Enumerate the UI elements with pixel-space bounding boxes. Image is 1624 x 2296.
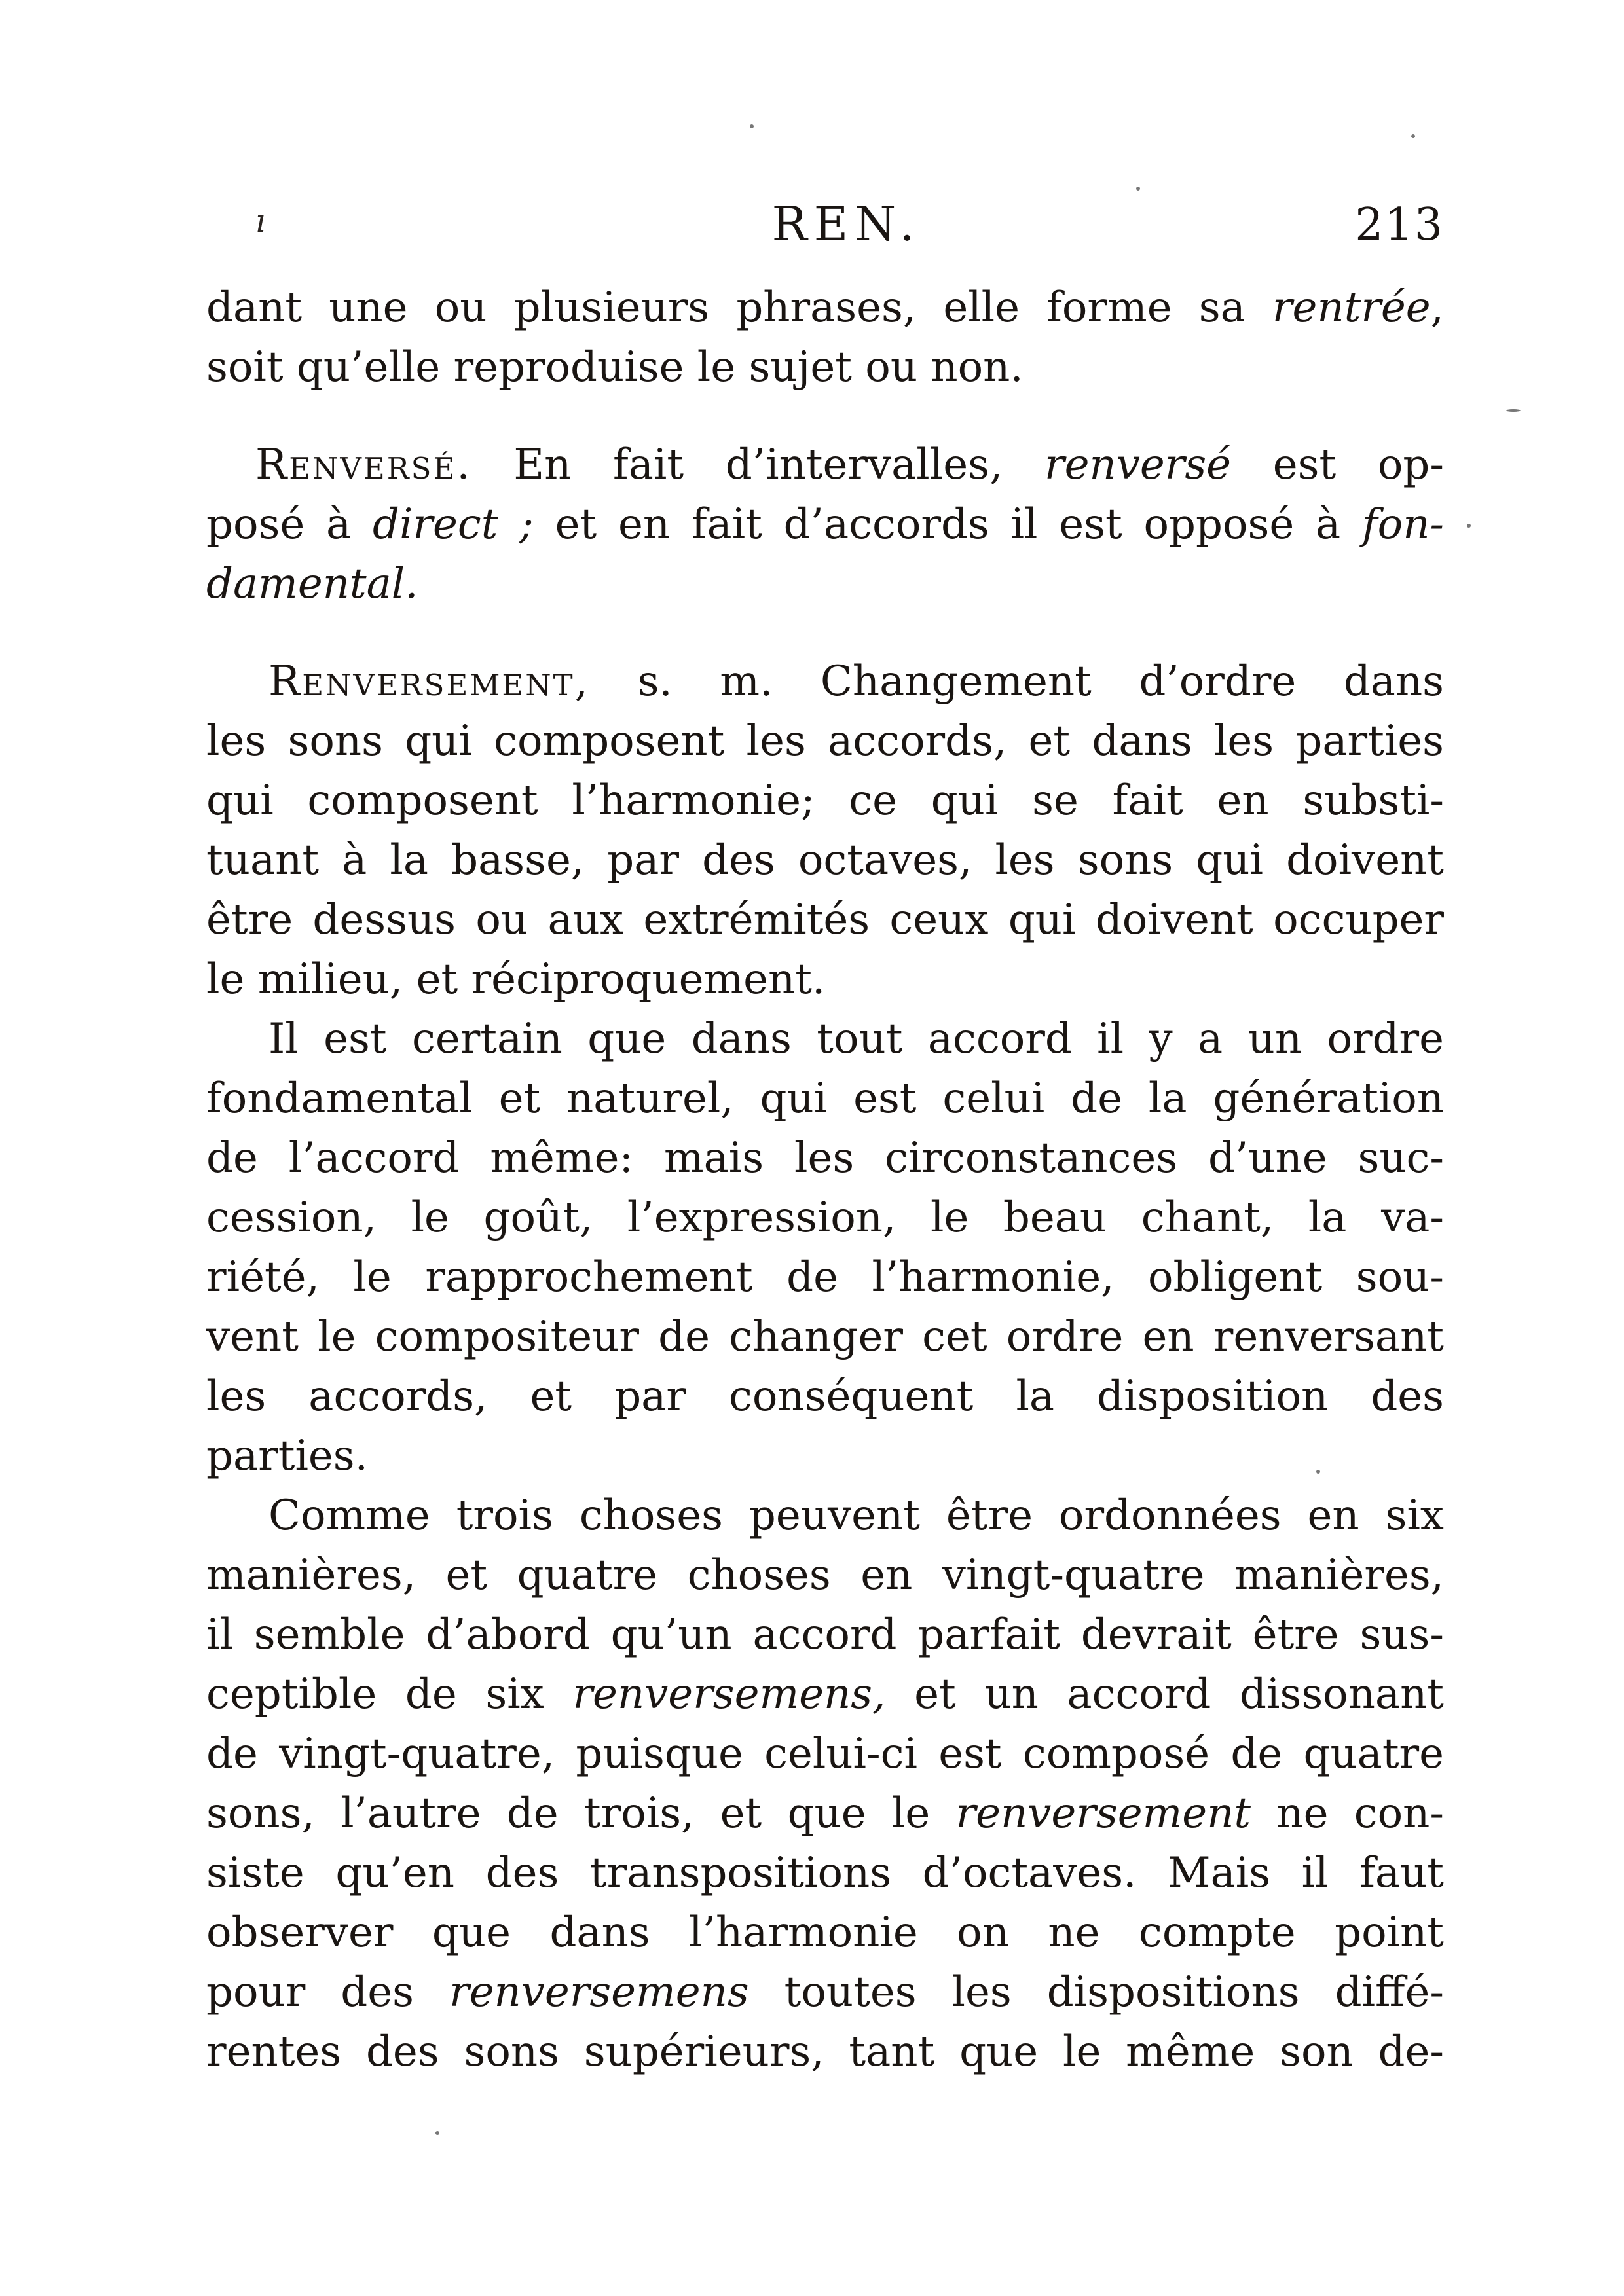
text-line: Il est certain que dans tout accord il y a un ordre: [268, 1015, 1444, 1063]
text-line: soit qu’elle reproduise le sujet ou non.: [206, 343, 1024, 392]
text-line: il semble d’abord qu’un accord parfait devrait être sus-: [206, 1611, 1444, 1659]
scan-speck: [1506, 409, 1521, 412]
text-line: ceptible de six renversemens, et un accord dissonant: [206, 1670, 1444, 1719]
text-line: fondamental et naturel, qui est celui de la génération: [206, 1074, 1444, 1123]
text-line: sons, l’autre de trois, et que le renversement ne con-: [206, 1789, 1444, 1838]
text-line: qui composent l’harmonie; ce qui se fait en substi-: [206, 776, 1444, 825]
text-line: observer que dans l’harmonie on ne compte point: [206, 1908, 1444, 1957]
text-line: tuant à la basse, par des octaves, les sons qui doivent: [206, 836, 1444, 884]
text-line: les sons qui composent les accords, et dans les parties: [206, 717, 1444, 765]
scan-speck: [1316, 1470, 1320, 1474]
text-line: pour des renversemens toutes les dispositions diffé-: [206, 1968, 1444, 2016]
text-line: de vingt-quatre, puisque celui-ci est composé de quatre: [206, 1730, 1444, 1778]
text-line: être dessus ou aux extrémités ceux qui doivent occuper: [206, 896, 1444, 944]
text-line: riété, le rapprochement de l’harmonie, obligent sou-: [206, 1253, 1444, 1302]
text-line: Comme trois choses peuvent être ordonnées en six: [268, 1491, 1444, 1540]
page-header: [249, 196, 1444, 268]
text-line: parties.: [206, 1432, 368, 1480]
text-line: les accords, et par conséquent la disposition des: [206, 1372, 1444, 1421]
entry-renversement: Renversement, s. m. Changement d’ordre dans: [268, 657, 1444, 706]
scan-speck: [1467, 524, 1471, 528]
text-line: siste qu’en des transpositions d’octaves. Mais il faut: [206, 1849, 1444, 1897]
entry-renverse: Renversé. En fait d’intervalles, renversé est op-: [255, 441, 1444, 489]
text-line: cession, le goût, l’expression, le beau chant, la va-: [206, 1194, 1444, 1242]
entry-headword: Renversé.: [255, 441, 472, 489]
text-line: manières, et quatre choses en vingt-quatre manières,: [206, 1551, 1444, 1599]
body-text: [206, 278, 1444, 2082]
text-line: le milieu, et réciproquement.: [206, 955, 826, 1004]
page-number: 213: [1355, 199, 1444, 251]
scan-speck: [435, 2131, 439, 2135]
text-line: damental.: [206, 560, 418, 608]
text-line: dant une ou plusieurs phrases, elle forme sa rentrée,: [206, 283, 1444, 332]
scan-speck: [750, 124, 754, 128]
text-line: vent le compositeur de changer cet ordre en renversant: [206, 1313, 1444, 1361]
running-head: REN.: [771, 196, 921, 251]
text-line: rentes des sons supérieurs, tant que le même son de-: [206, 2028, 1444, 2076]
scan-speck: [1411, 134, 1415, 138]
scan-speck: [1136, 187, 1140, 191]
text-line: de l’accord même: mais les circonstances d’une suc-: [206, 1134, 1444, 1182]
margin-mark: ı: [255, 203, 266, 240]
text-line: posé à direct ; et en fait d’accords il est opposé à fon-: [206, 500, 1444, 549]
entry-headword: Renversement,: [268, 657, 590, 706]
